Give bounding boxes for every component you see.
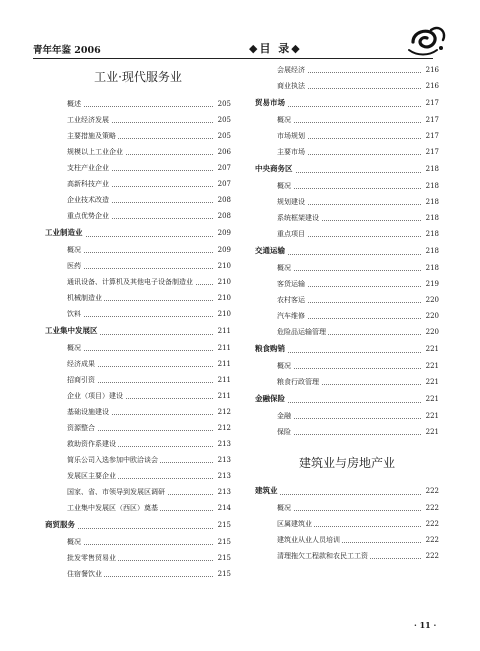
- toc-section-heading[interactable]: [255, 340, 439, 358]
- dot-leader: [277, 122, 421, 123]
- toc-entry-page: 210: [216, 290, 231, 306]
- toc-entry[interactable]: [45, 372, 231, 388]
- toc-entry-title: 概况: [277, 178, 293, 194]
- toc-entry-page: 209: [216, 242, 231, 258]
- toc-entry-page: 208: [216, 208, 231, 224]
- toc-entry[interactable]: [255, 408, 439, 424]
- toc-entry-page: 213: [216, 484, 231, 500]
- toc-entry-page: 222: [424, 516, 439, 532]
- toc-entry[interactable]: [255, 374, 439, 390]
- toc-entry[interactable]: [45, 290, 231, 306]
- toc-entry[interactable]: [45, 242, 231, 258]
- section-label: ◆目 录◆: [249, 42, 302, 55]
- toc-entry[interactable]: [255, 194, 439, 210]
- toc-entry-title: 农村客运: [277, 292, 307, 308]
- toc-entry-title: 会展经济: [277, 62, 307, 78]
- toc-entry-page: 205: [216, 112, 231, 128]
- toc-entry-title: 简乐公司入选参加中欧洽谈会: [67, 452, 160, 468]
- toc-section-heading[interactable]: [45, 516, 231, 534]
- toc-entry-title: 工业制造业: [45, 224, 85, 242]
- toc-entry[interactable]: [45, 176, 231, 192]
- toc-entry-title: 概况: [277, 112, 293, 128]
- toc-entry-title: 贸易市场: [255, 94, 287, 112]
- toc-entry-page: 215: [216, 534, 231, 550]
- toc-entry-page: 221: [424, 374, 439, 390]
- toc-entry-page: 213: [216, 452, 231, 468]
- toc-entry[interactable]: [45, 144, 231, 160]
- toc-entry[interactable]: [255, 500, 439, 516]
- toc-entry[interactable]: [255, 144, 439, 160]
- toc-entry-page: 209: [216, 224, 231, 242]
- toc-entry-page: 222: [424, 548, 439, 564]
- toc-section-heading[interactable]: [255, 242, 439, 260]
- toc-entry-title: 工业集中发展区（西区）奠基: [67, 500, 160, 516]
- toc-entry-title: 保险: [277, 424, 293, 440]
- toc-entry-title: 工业经济发展: [67, 112, 111, 128]
- toc-entry-page: 212: [216, 420, 231, 436]
- toc-entry-page: 208: [216, 192, 231, 208]
- toc-entry[interactable]: [45, 420, 231, 436]
- swirl-logo-icon: [405, 22, 449, 58]
- dot-leader: [67, 252, 213, 253]
- toc-entry[interactable]: [45, 436, 231, 452]
- toc-entry-page: 218: [424, 260, 439, 276]
- toc-entry-page: 213: [216, 468, 231, 484]
- toc-entry-page: 213: [216, 436, 231, 452]
- toc-left-column: [45, 62, 231, 582]
- dot-leader: [255, 494, 421, 495]
- toc-entry-title: 基础设施建设: [67, 404, 111, 420]
- toc-entry-title: 建筑业从业人员培训: [277, 532, 342, 548]
- toc-entry-page: 221: [424, 358, 439, 374]
- toc-entry[interactable]: [45, 258, 231, 274]
- toc-entry-title: 概况: [277, 358, 293, 374]
- toc-entry-page: 207: [216, 160, 231, 176]
- toc-entry-title: 商贸服务: [45, 516, 77, 534]
- toc-entry-page: 211: [216, 356, 231, 372]
- toc-entry-title: 国家、省、市领导到发展区调研: [67, 484, 167, 500]
- toc-entry-page: 222: [424, 532, 439, 548]
- toc-entry[interactable]: [255, 128, 439, 144]
- toc-entry-title: 重点优势企业: [67, 208, 111, 224]
- toc-entry-title: 中央商务区: [255, 160, 295, 178]
- toc-entry[interactable]: [45, 96, 231, 112]
- toc-entry-page: 218: [424, 210, 439, 226]
- toc-entry-title: 住宿餐饮业: [67, 566, 104, 582]
- toc-entry-title: 危险品运输管理: [277, 324, 328, 340]
- toc-entry[interactable]: [255, 308, 439, 324]
- toc-entry-title: 交通运输: [255, 242, 287, 260]
- toc-entry[interactable]: [45, 566, 231, 582]
- toc-section-heading[interactable]: [45, 224, 231, 242]
- toc-entry-title: 金融保险: [255, 390, 287, 408]
- toc-entry-page: 211: [216, 388, 231, 404]
- toc-entry-title: 规模以上工业企业: [67, 144, 125, 160]
- toc-entry[interactable]: [255, 424, 439, 440]
- toc-entry-page: 217: [424, 128, 439, 144]
- toc-section-heading[interactable]: [255, 94, 439, 112]
- toc-entry-title: 概况: [67, 242, 83, 258]
- toc-entry[interactable]: [45, 208, 231, 224]
- toc-entry-title: 概况: [277, 260, 293, 276]
- toc-entry-title: 主要市场: [277, 144, 307, 160]
- toc-entry-page: 214: [216, 500, 231, 516]
- toc-entry-title: 区属建筑业: [277, 516, 314, 532]
- toc-entry-page: 218: [424, 242, 439, 260]
- toc-entry[interactable]: [255, 226, 439, 242]
- toc-entry-page: 219: [424, 276, 439, 292]
- toc-entry[interactable]: [255, 324, 439, 340]
- toc-entry-page: 210: [216, 274, 231, 290]
- toc-entry-page: 212: [216, 404, 231, 420]
- toc-entry-title: 粮食行政管理: [277, 374, 321, 390]
- toc-entry-page: 221: [424, 424, 439, 440]
- toc-entry[interactable]: [45, 274, 231, 290]
- toc-entry[interactable]: [255, 358, 439, 374]
- toc-entry[interactable]: [255, 78, 439, 94]
- toc-entry-page: 211: [216, 372, 231, 388]
- toc-entry[interactable]: [45, 534, 231, 550]
- toc-entry[interactable]: [45, 192, 231, 208]
- column-spacer: [255, 440, 439, 448]
- toc-entry-title: 汽车维修: [277, 308, 307, 324]
- toc-entry[interactable]: [255, 276, 439, 292]
- dot-leader: [67, 544, 213, 545]
- toc-entry-title: 清理拖欠工程款和农民工工资: [277, 548, 370, 564]
- toc-entry-page: 215: [216, 550, 231, 566]
- toc-entry-page: 216: [424, 62, 439, 78]
- dot-leader: [277, 368, 421, 369]
- toc-entry-title: 救助资作系建设: [67, 436, 118, 452]
- toc-entry-page: 206: [216, 144, 231, 160]
- toc-entry-title: 金融: [277, 408, 293, 424]
- toc-entry-title: 高新科技产业: [67, 176, 111, 192]
- dot-leader: [277, 434, 421, 435]
- toc-entry-title: 商业执法: [277, 78, 307, 94]
- toc-entry-page: 216: [424, 78, 439, 94]
- toc-entry-title: 重点项目: [277, 226, 307, 242]
- toc-entry-title: 企业（项目）建设: [67, 388, 125, 404]
- toc-entry-title: 企业技术改造: [67, 192, 111, 208]
- toc-entry-title: 主要措施及策略: [67, 128, 118, 144]
- toc-entry[interactable]: [45, 340, 231, 356]
- toc-entry[interactable]: [255, 292, 439, 308]
- toc-entry-title: 批发零售贸易业: [67, 550, 118, 566]
- toc-right-column: [255, 62, 439, 564]
- dot-leader: [277, 510, 421, 511]
- toc-entry-title: 规划建设: [277, 194, 307, 210]
- toc-entry-page: 221: [424, 390, 439, 408]
- toc-entry[interactable]: [255, 178, 439, 194]
- toc-entry-page: 221: [424, 340, 439, 358]
- toc-section-heading[interactable]: [255, 482, 439, 500]
- toc-entry-page: 218: [424, 178, 439, 194]
- toc-entry[interactable]: [255, 260, 439, 276]
- toc-entry-title: 资源整合: [67, 420, 97, 436]
- toc-entry-page: 217: [424, 144, 439, 160]
- toc-entry[interactable]: [45, 500, 231, 516]
- dot-leader: [67, 106, 213, 107]
- toc-entry-title: 概况: [67, 534, 83, 550]
- toc-entry-page: 215: [216, 566, 231, 582]
- toc-entry-page: 211: [216, 322, 231, 340]
- toc-entry-page: 207: [216, 176, 231, 192]
- toc-entry-title: 饮料: [67, 306, 83, 322]
- toc-entry-page: 218: [424, 160, 439, 178]
- toc-entry[interactable]: [255, 548, 439, 564]
- toc-entry[interactable]: [255, 112, 439, 128]
- toc-entry-page: 217: [424, 112, 439, 128]
- page-number: · 11 ·: [414, 620, 437, 630]
- toc-entry-page: 205: [216, 96, 231, 112]
- book-title: 青年年鉴 2006: [33, 45, 101, 56]
- toc-entry[interactable]: [45, 550, 231, 566]
- toc-entry-title: 招商引资: [67, 372, 97, 388]
- toc-entry-page: 218: [424, 194, 439, 210]
- toc-entry-page: 222: [424, 500, 439, 516]
- toc-entry-title: 医药: [67, 258, 83, 274]
- toc-entry-title: 客货运输: [277, 276, 307, 292]
- dot-leader: [67, 268, 213, 269]
- toc-entry-title: 建筑业: [255, 482, 280, 500]
- toc-entry-page: 211: [216, 340, 231, 356]
- toc-entry[interactable]: [45, 160, 231, 176]
- toc-section-heading[interactable]: [255, 390, 439, 408]
- toc-entry-title: 粮食购销: [255, 340, 287, 358]
- toc-entry-title: 通讯设备、计算机及其他电子设备制造业: [67, 274, 195, 290]
- toc-entry-page: 220: [424, 324, 439, 340]
- toc-entry[interactable]: [45, 128, 231, 144]
- toc-entry-page: 218: [424, 226, 439, 242]
- toc-entry-page: 220: [424, 308, 439, 324]
- toc-entry[interactable]: [45, 468, 231, 484]
- dot-leader: [277, 418, 421, 419]
- toc-entry-title: 系统框架建设: [277, 210, 321, 226]
- toc-entry[interactable]: [45, 484, 231, 500]
- dot-leader: [277, 270, 421, 271]
- toc-entry-page: 222: [424, 482, 439, 500]
- toc-entry-page: 220: [424, 292, 439, 308]
- toc-section-heading[interactable]: [45, 322, 231, 340]
- toc-entry-title: 概况: [277, 500, 293, 516]
- toc-entry-page: 210: [216, 258, 231, 274]
- major-category-heading: 工业·现代服务业: [94, 70, 182, 84]
- toc-entry-title: 市场规划: [277, 128, 307, 144]
- toc-section-heading[interactable]: [255, 160, 439, 178]
- toc-entry-title: 概述: [67, 96, 83, 112]
- toc-entry-title: 支柱产业企业: [67, 160, 111, 176]
- dot-leader: [277, 188, 421, 189]
- toc-entry[interactable]: [45, 404, 231, 420]
- page-header: [33, 38, 433, 59]
- toc-entry-title: 发展区主要企业: [67, 468, 118, 484]
- dot-leader: [67, 316, 213, 317]
- toc-entry-title: 概况: [67, 340, 83, 356]
- toc-entry[interactable]: [255, 62, 439, 78]
- dot-leader: [67, 350, 213, 351]
- toc-entry-title: 机械制造业: [67, 290, 104, 306]
- major-category-heading: 建筑业与房地产业: [298, 456, 395, 470]
- toc-entry[interactable]: [45, 112, 231, 128]
- toc-entry-page: 210: [216, 306, 231, 322]
- toc-entry[interactable]: [255, 210, 439, 226]
- toc-entry[interactable]: [45, 452, 231, 468]
- toc-entry[interactable]: [255, 532, 439, 548]
- toc-entry-page: 221: [424, 408, 439, 424]
- toc-entry[interactable]: [45, 356, 231, 372]
- toc-entry[interactable]: [45, 306, 231, 322]
- toc-entry-title: 经济成果: [67, 356, 97, 372]
- toc-entry-title: 工业集中发展区: [45, 322, 100, 340]
- toc-entry-page: 217: [424, 94, 439, 112]
- toc-entry-page: 215: [216, 516, 231, 534]
- toc-entry[interactable]: [45, 388, 231, 404]
- toc-entry[interactable]: [255, 516, 439, 532]
- toc-entry-page: 205: [216, 128, 231, 144]
